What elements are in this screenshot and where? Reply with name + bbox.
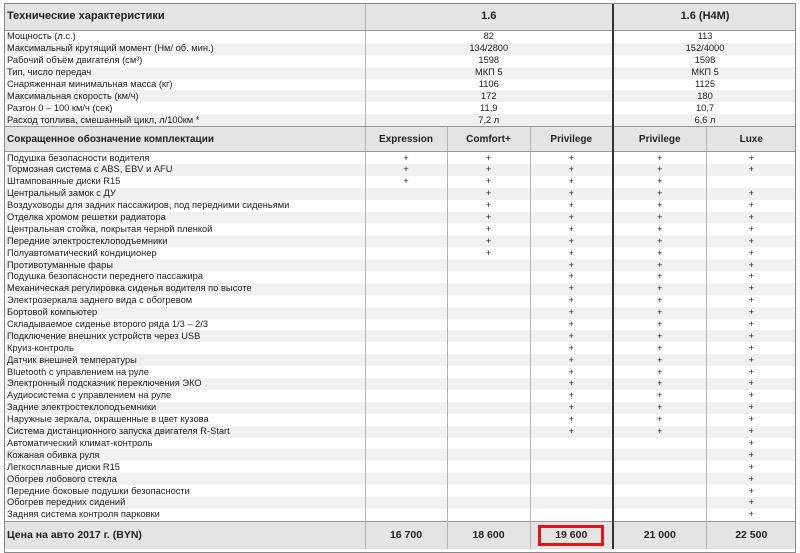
feature-mark: +	[706, 307, 796, 319]
feature-mark: +	[706, 259, 796, 271]
feature-mark: +	[613, 164, 706, 176]
feature-label: Электронный подсказчик переключения ЭКО	[4, 378, 365, 390]
feature-mark: +	[706, 509, 796, 521]
feature-mark: +	[613, 152, 706, 164]
trim-name: Expression	[365, 127, 447, 152]
feature-label: Легкосплавные диски R15	[7, 461, 120, 472]
feature-mark	[447, 378, 530, 390]
spec-label: Тип, число передач	[4, 67, 365, 79]
feature-mark: +	[613, 212, 706, 224]
feature-row	[4, 283, 796, 295]
feature-mark: +	[530, 319, 613, 331]
feature-mark: +	[530, 223, 613, 235]
feature-row	[4, 271, 796, 283]
feature-mark	[613, 485, 706, 497]
spec-row	[4, 31, 796, 43]
feature-mark	[365, 188, 447, 200]
price-cell: 16 700	[365, 521, 447, 549]
feature-mark: +	[613, 366, 706, 378]
feature-row	[4, 223, 796, 235]
spec-row	[4, 55, 796, 67]
spec-value-engine-1: МКП 5	[365, 67, 613, 79]
feature-mark: +	[530, 283, 613, 295]
feature-row	[4, 366, 796, 378]
feature-mark	[447, 366, 530, 378]
feature-label: Датчик внешней температуры	[4, 354, 365, 366]
feature-mark: +	[530, 247, 613, 259]
feature-mark	[447, 449, 530, 461]
trim-name: Luxe	[706, 127, 796, 152]
highlighted-price: 19 600	[538, 525, 604, 546]
feature-mark: +	[613, 402, 706, 414]
feature-label: Складываемое сиденье второго ряда 1/3 – 2/3	[7, 319, 209, 330]
feature-row	[4, 152, 796, 164]
feature-row	[4, 212, 796, 224]
feature-mark: +	[530, 271, 613, 283]
feature-mark	[447, 271, 530, 283]
feature-mark	[447, 402, 530, 414]
feature-row	[4, 188, 796, 200]
feature-mark: +	[706, 497, 796, 509]
feature-mark	[447, 354, 530, 366]
feature-mark: +	[530, 426, 613, 438]
feature-mark: +	[613, 271, 706, 283]
feature-mark: +	[530, 152, 613, 164]
feature-mark: +	[613, 223, 706, 235]
feature-mark	[365, 390, 447, 402]
feature-row	[4, 497, 796, 509]
spec-row	[4, 79, 796, 91]
feature-mark: +	[706, 354, 796, 366]
feature-mark: +	[447, 212, 530, 224]
feature-mark	[365, 461, 447, 473]
feature-mark	[530, 461, 613, 473]
feature-label: Подушка безопасности переднего пассажира	[7, 271, 203, 282]
feature-mark: +	[365, 164, 447, 176]
spec-row	[4, 114, 796, 126]
feature-row	[4, 414, 796, 426]
specs-table	[4, 3, 796, 549]
feature-mark: +	[447, 247, 530, 259]
feature-mark	[365, 223, 447, 235]
feature-label: Аудиосистема с управлением на руле	[7, 390, 172, 401]
feature-row	[4, 473, 796, 485]
feature-mark: +	[530, 354, 613, 366]
feature-mark	[365, 330, 447, 342]
feature-mark: +	[706, 342, 796, 354]
feature-mark: +	[613, 414, 706, 426]
feature-row	[4, 449, 796, 461]
feature-mark	[365, 485, 447, 497]
feature-mark: +	[706, 366, 796, 378]
feature-mark	[447, 307, 530, 319]
feature-label: Автоматический климат-контроль	[7, 437, 153, 448]
feature-mark: +	[706, 271, 796, 283]
feature-mark: +	[613, 176, 706, 188]
feature-mark: +	[706, 461, 796, 473]
feature-mark: +	[530, 330, 613, 342]
feature-mark: +	[613, 319, 706, 331]
feature-mark	[447, 319, 530, 331]
feature-label: Передние боковые подушки безопасности	[7, 485, 190, 496]
feature-mark	[365, 366, 447, 378]
feature-label: Бортовой компьютер	[4, 307, 365, 319]
feature-label: Отделка хромом решетки радиатора	[4, 212, 365, 224]
feature-label: Bluetooth с управлением на руле	[7, 366, 149, 377]
spec-row	[4, 90, 796, 102]
feature-mark: +	[447, 188, 530, 200]
feature-mark: +	[706, 414, 796, 426]
feature-label: Задние электростеклоподъемники	[4, 402, 365, 414]
feature-mark	[447, 342, 530, 354]
feature-row	[4, 342, 796, 354]
specs-title: Технические характеристики	[4, 3, 365, 31]
feature-mark	[447, 473, 530, 485]
feature-mark: +	[706, 485, 796, 497]
feature-mark: +	[530, 390, 613, 402]
price-row	[4, 521, 796, 549]
spec-label: Разгон 0 – 100 км/ч (сек)	[4, 102, 365, 114]
feature-row	[4, 235, 796, 247]
feature-mark: +	[613, 247, 706, 259]
feature-mark: +	[613, 259, 706, 271]
price-cell: 22 500	[706, 521, 796, 549]
feature-mark	[365, 247, 447, 259]
feature-row	[4, 509, 796, 521]
feature-mark: +	[530, 295, 613, 307]
feature-row	[4, 319, 796, 331]
spec-value-engine-2: 6,6 л	[613, 114, 796, 126]
feature-mark	[447, 283, 530, 295]
feature-mark: +	[447, 235, 530, 247]
feature-mark: +	[447, 200, 530, 212]
spec-value-engine-1: 1106	[365, 79, 613, 91]
feature-mark	[613, 449, 706, 461]
feature-mark: +	[613, 330, 706, 342]
feature-mark: +	[706, 283, 796, 295]
feature-mark	[365, 449, 447, 461]
feature-mark	[365, 271, 447, 283]
feature-mark	[447, 414, 530, 426]
feature-mark	[613, 497, 706, 509]
feature-label: Воздуховоды для задних пассажиров, под передними сиденьями	[7, 200, 290, 211]
feature-mark: +	[613, 295, 706, 307]
spec-value-engine-2: 180	[613, 90, 796, 102]
feature-mark: +	[706, 152, 796, 164]
feature-mark	[365, 354, 447, 366]
price-label: Цена на авто 2017 г. (BYN)	[4, 521, 365, 549]
spec-label: Рабочий объём двигателя (см³)	[4, 55, 365, 67]
feature-mark	[613, 461, 706, 473]
feature-mark: +	[706, 247, 796, 259]
feature-mark: +	[530, 176, 613, 188]
feature-mark	[530, 497, 613, 509]
feature-mark	[613, 473, 706, 485]
feature-mark	[447, 497, 530, 509]
feature-row	[4, 164, 796, 176]
feature-row	[4, 307, 796, 319]
feature-label: Противотуманные фары	[4, 259, 365, 271]
feature-row	[4, 485, 796, 497]
feature-mark: +	[706, 319, 796, 331]
feature-mark: +	[530, 188, 613, 200]
feature-mark: +	[530, 235, 613, 247]
feature-mark: +	[530, 164, 613, 176]
trim-header-row	[4, 127, 796, 152]
feature-mark: +	[447, 152, 530, 164]
feature-mark: +	[706, 330, 796, 342]
feature-mark	[365, 283, 447, 295]
price-cell	[530, 521, 613, 549]
spec-row	[4, 67, 796, 79]
spec-value-engine-1: 11,9	[365, 102, 613, 114]
spec-value-engine-2: 10,7	[613, 102, 796, 114]
spec-value-engine-2: МКП 5	[613, 67, 796, 79]
feature-mark	[447, 426, 530, 438]
feature-mark: +	[530, 402, 613, 414]
feature-mark: +	[365, 152, 447, 164]
feature-label: Тормозная система с ABS, EBV и AFU	[4, 164, 365, 176]
feature-mark: +	[706, 235, 796, 247]
feature-mark: +	[613, 307, 706, 319]
feature-mark: +	[706, 402, 796, 414]
feature-mark	[365, 295, 447, 307]
feature-row	[4, 378, 796, 390]
feature-mark	[530, 509, 613, 521]
feature-mark	[365, 426, 447, 438]
feature-mark: +	[706, 449, 796, 461]
spec-value-engine-2: 152/4000	[613, 43, 796, 55]
feature-mark	[447, 390, 530, 402]
feature-mark: +	[613, 354, 706, 366]
feature-mark	[530, 449, 613, 461]
feature-mark	[365, 200, 447, 212]
feature-row	[4, 461, 796, 473]
feature-row	[4, 402, 796, 414]
spec-label: Снаряженная минимальная масса (кг)	[4, 79, 365, 91]
feature-label: Кожаная обивка руля	[4, 449, 365, 461]
feature-mark: +	[530, 366, 613, 378]
spec-row	[4, 102, 796, 114]
price-cell: 21 000	[613, 521, 706, 549]
feature-mark	[365, 473, 447, 485]
feature-mark: +	[447, 164, 530, 176]
feature-mark: +	[706, 212, 796, 224]
feature-mark: +	[530, 378, 613, 390]
feature-row	[4, 200, 796, 212]
feature-mark: +	[706, 378, 796, 390]
engine-1-header: 1.6	[365, 3, 613, 31]
feature-mark: +	[530, 414, 613, 426]
spec-value-engine-2: 113	[613, 31, 796, 43]
feature-mark: +	[706, 200, 796, 212]
feature-label: Подключение внешних устройств через USB	[4, 330, 365, 342]
feature-mark	[365, 414, 447, 426]
feature-mark	[365, 235, 447, 247]
trim-name: Privilege	[530, 127, 613, 152]
trim-name: Comfort+	[447, 127, 530, 152]
feature-mark	[530, 473, 613, 485]
feature-mark	[365, 509, 447, 521]
feature-row	[4, 259, 796, 271]
feature-label: Штампованные диски R15	[7, 176, 121, 187]
feature-mark	[447, 461, 530, 473]
feature-row	[4, 390, 796, 402]
feature-mark: +	[706, 223, 796, 235]
feature-mark: +	[530, 200, 613, 212]
spec-label: Максимальный крутящий момент (Нм/ об. мин.)	[4, 43, 365, 55]
trim-name: Privilege	[613, 127, 706, 152]
feature-mark	[706, 176, 796, 188]
feature-mark	[613, 509, 706, 521]
feature-mark: +	[706, 426, 796, 438]
engine-2-header: 1.6 (H4M)	[613, 3, 796, 31]
spec-value-engine-1: 172	[365, 90, 613, 102]
feature-label: Полуавтоматический кондиционер	[7, 247, 157, 258]
feature-mark: +	[530, 307, 613, 319]
feature-mark: +	[613, 426, 706, 438]
feature-mark	[365, 438, 447, 450]
spec-value-engine-2: 1598	[613, 55, 796, 67]
feature-row	[4, 354, 796, 366]
feature-mark: +	[706, 188, 796, 200]
spec-value-engine-1: 82	[365, 31, 613, 43]
feature-mark: +	[706, 390, 796, 402]
feature-mark: +	[447, 223, 530, 235]
feature-label: Наружные зеркала, окрашенные в цвет кузова	[7, 414, 209, 425]
feature-row	[4, 247, 796, 259]
feature-row	[4, 295, 796, 307]
feature-mark: +	[613, 188, 706, 200]
feature-mark: +	[447, 176, 530, 188]
spec-value-engine-2: 1125	[613, 79, 796, 91]
feature-mark	[613, 438, 706, 450]
feature-mark	[365, 212, 447, 224]
feature-label: Задняя система контроля парковки	[7, 509, 160, 520]
feature-label: Центральная стойка, покрытая черной пленкой	[7, 223, 213, 234]
feature-label: Электрозеркала заднего вида с обогревом	[7, 295, 193, 306]
feature-mark: +	[530, 342, 613, 354]
feature-mark: +	[613, 235, 706, 247]
spec-value-engine-1: 7,2 л	[365, 114, 613, 126]
feature-label: Механическая регулировка сиденья водителя по высоте	[4, 283, 365, 295]
feature-mark: +	[365, 176, 447, 188]
feature-mark	[365, 497, 447, 509]
spec-label: Максимальная скорость (км/ч)	[4, 90, 365, 102]
feature-label: Обогрев передних сидений	[4, 497, 365, 509]
feature-mark	[365, 402, 447, 414]
feature-mark	[447, 509, 530, 521]
feature-mark	[447, 259, 530, 271]
spec-value-engine-1: 1598	[365, 55, 613, 67]
feature-mark	[447, 485, 530, 497]
feature-label: Обогрев лобового стекла	[4, 473, 365, 485]
feature-mark: +	[613, 283, 706, 295]
feature-row	[4, 426, 796, 438]
spec-label: Мощность (л.с.)	[4, 31, 365, 43]
feature-mark: +	[706, 295, 796, 307]
feature-mark: +	[706, 164, 796, 176]
feature-mark: +	[613, 378, 706, 390]
feature-label: Круиз-контроль	[7, 342, 74, 353]
feature-row	[4, 438, 796, 450]
spec-row	[4, 43, 796, 55]
feature-mark	[365, 307, 447, 319]
feature-mark: +	[613, 342, 706, 354]
engine-header-row	[4, 3, 796, 31]
feature-mark	[365, 342, 447, 354]
feature-mark: +	[530, 259, 613, 271]
feature-mark: +	[613, 200, 706, 212]
feature-mark	[365, 319, 447, 331]
feature-mark	[365, 378, 447, 390]
feature-label: Подушка безопасности водителя	[7, 152, 150, 163]
feature-mark	[447, 330, 530, 342]
feature-mark	[447, 438, 530, 450]
feature-mark: +	[706, 438, 796, 450]
price-cell: 18 600	[447, 521, 530, 549]
spec-label: Расход топлива, смешанный цикл, л/100км *	[4, 114, 365, 126]
feature-mark: +	[613, 390, 706, 402]
feature-row	[4, 330, 796, 342]
feature-label: Система дистанционного запуска двигателя R-Start	[4, 426, 365, 438]
trim-header-label: Сокращенное обозначение комплектации	[4, 127, 365, 152]
feature-mark: +	[530, 212, 613, 224]
feature-mark: +	[706, 473, 796, 485]
feature-mark	[530, 485, 613, 497]
feature-row	[4, 176, 796, 188]
feature-mark	[447, 295, 530, 307]
feature-label: Центральный замок с ДУ	[4, 188, 365, 200]
feature-mark	[530, 438, 613, 450]
feature-mark	[365, 259, 447, 271]
spec-value-engine-1: 134/2800	[365, 43, 613, 55]
feature-label: Передние электростеклоподъемники	[4, 235, 365, 247]
